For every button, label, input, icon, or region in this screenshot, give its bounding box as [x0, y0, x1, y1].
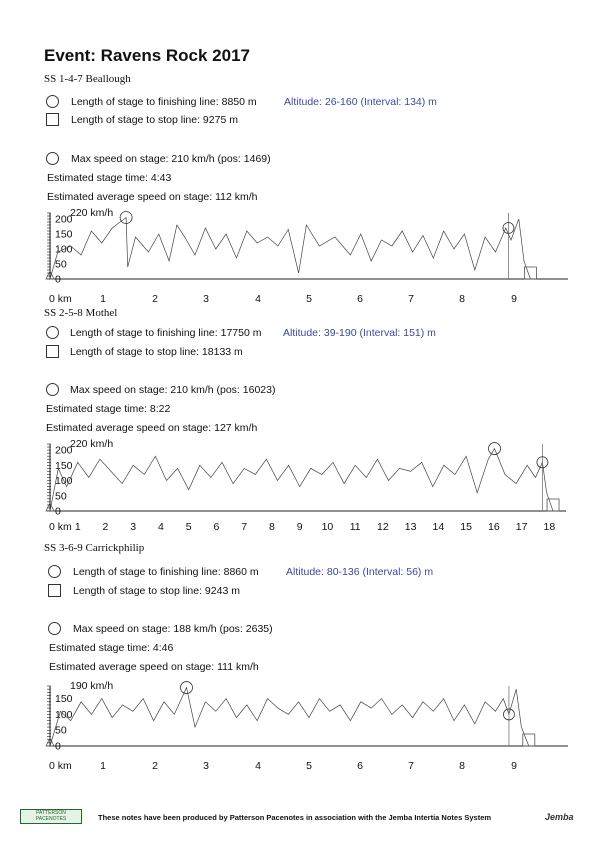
x-tick-label: 6	[357, 760, 363, 772]
x-tick-label: 6	[213, 521, 220, 533]
x-tick-label: 12	[377, 521, 389, 533]
finish-radio[interactable]	[46, 326, 59, 339]
stage-name: SS 3-6-9 Carrickphilip	[44, 542, 145, 554]
stop-label: Length of stage to stop line: 9243 m	[73, 585, 240, 597]
x-tick-label: 4	[158, 521, 164, 533]
top-speed-label: 190 km/h	[70, 680, 114, 692]
stop-label: Length of stage to stop line: 18133 m	[70, 346, 243, 358]
altitude-label: Altitude: 26-160 (Interval: 134) m	[284, 96, 437, 108]
stop-checkbox[interactable]	[48, 584, 61, 597]
y-tick-label: 100	[55, 243, 73, 256]
speed-chart-1	[0, 205, 595, 305]
x-tick-label: 8	[459, 760, 465, 772]
stop-box	[547, 499, 559, 511]
max-speed-label: Max speed on stage: 188 km/h (pos: 2635)	[73, 623, 273, 635]
stage-time-label: Estimated stage time: 8:22	[46, 403, 171, 415]
x-tick-label: 7	[408, 293, 414, 305]
speed-series-line	[50, 688, 529, 746]
x-tick-label: 4	[255, 760, 261, 772]
y-tick-label: 0	[55, 505, 61, 518]
x-tick-label: 16	[488, 521, 500, 533]
y-tick-label: 50	[55, 490, 67, 503]
top-speed-label: 220 km/h	[70, 438, 114, 450]
y-tick-label: 200	[55, 444, 73, 457]
x-tick-label: 8	[459, 293, 465, 305]
x-tick-label: 9	[511, 760, 517, 772]
y-tick-label: 150	[55, 459, 73, 472]
y-tick-label: 200	[55, 213, 73, 226]
footer-credit: These notes have been produced by Patterson Pacenotes in association with the Jemba Intertia Notes System	[98, 813, 492, 822]
x-tick-label: 0 km	[49, 760, 72, 772]
x-tick-label: 9	[296, 521, 303, 533]
x-tick-label: 3	[203, 760, 209, 772]
finish-radio[interactable]	[48, 565, 61, 578]
x-tick-label: 1	[100, 760, 106, 772]
altitude-label: Altitude: 80-136 (Interval: 56) m	[286, 566, 434, 578]
x-tick-label: 14	[432, 521, 445, 533]
max-speed-radio[interactable]	[46, 152, 59, 165]
y-tick-label: 50	[55, 258, 67, 271]
x-tick-label: 1	[100, 293, 106, 305]
x-tick-label: 10	[321, 521, 334, 533]
x-tick-label: 15	[460, 521, 472, 533]
x-tick-label: 3	[130, 521, 137, 533]
x-tick-label: 0 km	[49, 293, 72, 305]
stage-time-label: Estimated stage time: 4:43	[47, 172, 172, 184]
event-title: Event: Ravens Rock 2017	[44, 46, 250, 65]
speed-chart-3	[0, 674, 595, 774]
y-tick-label: 0	[55, 740, 61, 753]
stage-name: SS 1-4-7 Beallough	[44, 73, 131, 85]
stop-label: Length of stage to stop line: 9275 m	[71, 114, 238, 126]
avg-speed-label: Estimated average speed on stage: 111 km/h	[49, 661, 259, 673]
max-speed-label: Max speed on stage: 210 km/h (pos: 16023)	[70, 384, 276, 396]
x-tick-label: 8	[269, 521, 275, 533]
x-tick-label: 7	[241, 521, 248, 533]
x-tick-label: 1	[74, 521, 81, 533]
x-tick-label: 5	[185, 521, 192, 533]
x-tick-label: 5	[306, 760, 312, 772]
y-tick-label: 100	[55, 708, 73, 721]
x-tick-label: 5	[306, 293, 312, 305]
y-tick-label: 0	[55, 273, 61, 286]
top-speed-label: 220 km/h	[70, 207, 114, 219]
max-speed-radio[interactable]	[48, 622, 61, 635]
x-tick-label: 2	[102, 521, 109, 533]
stop-checkbox[interactable]	[46, 113, 59, 126]
avg-speed-label: Estimated average speed on stage: 127 km/h	[46, 422, 258, 434]
max-speed-label: Max speed on stage: 210 km/h (pos: 1469)	[71, 153, 271, 165]
x-tick-label: 17	[515, 521, 528, 533]
x-tick-label: 4	[255, 293, 261, 305]
x-tick-label: 11	[349, 521, 361, 533]
speed-chart-2	[0, 436, 595, 536]
finish-label: Length of stage to finishing line: 8850 m	[71, 96, 257, 108]
y-tick-label: 50	[55, 724, 67, 737]
y-tick-label: 100	[55, 475, 73, 488]
finish-label: Length of stage to finishing line: 17750 m	[70, 327, 262, 339]
stage-time-label: Estimated stage time: 4:46	[49, 642, 174, 654]
speed-series-line	[50, 449, 553, 511]
stop-box	[524, 267, 536, 279]
x-tick-label: 6	[357, 293, 363, 305]
jemba-brand: Jemba	[545, 812, 574, 822]
stop-checkbox[interactable]	[46, 345, 59, 358]
x-tick-label: 2	[152, 293, 158, 305]
x-tick-label: 9	[511, 293, 517, 305]
x-tick-label: 3	[203, 293, 209, 305]
x-tick-label: 7	[408, 760, 414, 772]
patterson-logo: PATTERSON PACENOTES	[20, 809, 82, 824]
y-tick-label: 150	[55, 228, 73, 241]
x-tick-label: 18	[543, 521, 556, 533]
avg-speed-label: Estimated average speed on stage: 112 km/h	[47, 191, 258, 203]
x-tick-label: 13	[404, 521, 417, 533]
altitude-label: Altitude: 39-190 (Interval: 151) m	[283, 327, 436, 339]
speed-series-line	[50, 218, 530, 280]
max-speed-radio[interactable]	[46, 383, 59, 396]
finish-radio[interactable]	[46, 95, 59, 108]
y-tick-label: 150	[55, 693, 73, 706]
x-tick-label: 2	[152, 760, 158, 772]
finish-label: Length of stage to finishing line: 8860 m	[73, 566, 259, 578]
stage-name: SS 2-5-8 Mothel	[44, 307, 118, 319]
x-tick-label: 0 km	[49, 521, 72, 533]
